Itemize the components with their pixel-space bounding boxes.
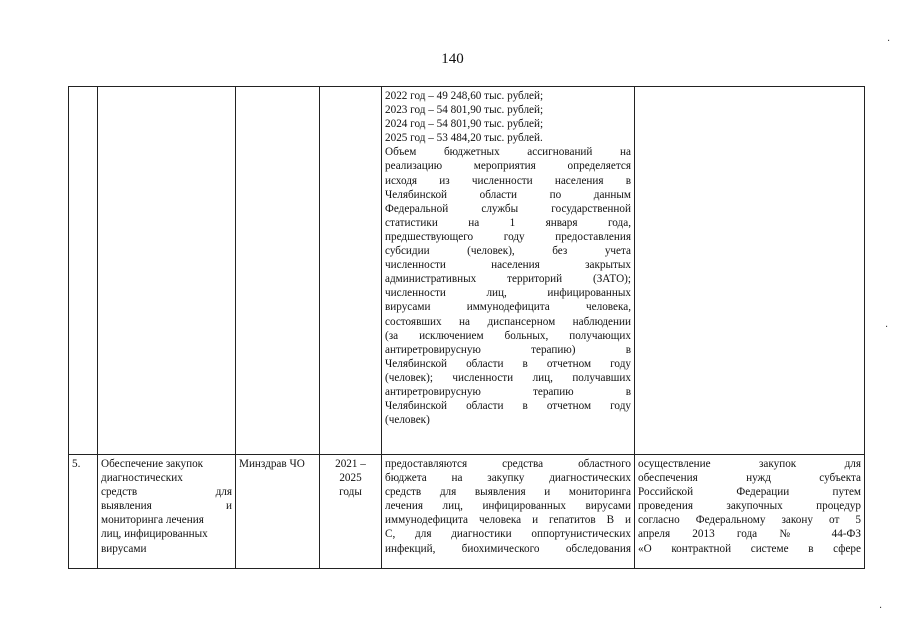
text-line: осуществление закупок для — [638, 458, 861, 470]
cell-executor-continued — [236, 87, 320, 455]
text-line: Челябинской области в отчетном году — [385, 357, 631, 370]
text-line: административных территорий (ЗАТО); — [385, 273, 631, 286]
text-line: реализацию мероприятия определяется — [385, 160, 631, 173]
period-line: 2025 — [339, 472, 362, 485]
text-line: диагностических — [101, 472, 183, 485]
text-line: вирусами — [101, 542, 147, 555]
cell-description — [382, 455, 635, 569]
text-line: (за исключением больных, получающих — [385, 329, 631, 342]
period-line: 2021 – — [335, 458, 366, 470]
text-line: Российской Федерации путем — [638, 486, 861, 499]
text-line: лечения лиц, инфицированных вирусами — [385, 500, 631, 513]
text-line: «О контрактной системе в сфере — [638, 542, 861, 555]
text-line: 2024 год – 54 801,90 тыс. рублей; — [385, 118, 544, 131]
text-line: Федеральной службы государственной — [385, 202, 631, 215]
cell-executor — [236, 455, 320, 569]
text-line: численности лиц, инфицированных — [385, 287, 631, 300]
row-number: 5. — [72, 458, 81, 470]
cell-number-continued — [69, 87, 98, 455]
text-line: средств для выявления и мониторинга — [385, 486, 631, 499]
text-line: согласно Федеральному закону от 5 — [638, 514, 861, 527]
text-line: С, для диагностики оппортунистических — [385, 528, 631, 541]
text-line: 2022 год – 49 248,60 тыс. рублей; — [385, 90, 544, 102]
scan-speck: · — [887, 36, 891, 47]
cell-description-continued — [382, 87, 635, 455]
text-line: предоставляются средства областного — [385, 458, 631, 470]
text-line: лиц, инфицированных — [101, 528, 208, 541]
text-line: (человек) — [385, 414, 430, 427]
text-line: инфекций, биохимического обследования — [385, 542, 631, 555]
cell-name-continued — [98, 87, 236, 455]
text-line: 2025 год – 53 484,20 тыс. рублей. — [385, 132, 543, 145]
text-line: апреля 2013 года № 44-ФЗ — [638, 528, 861, 541]
cell-activity-name — [98, 455, 236, 569]
table-row-5 — [69, 455, 865, 569]
table-row-continued — [69, 87, 865, 455]
text-line: исходя из численности населения в — [385, 174, 631, 187]
text-line: 2023 год – 54 801,90 тыс. рублей; — [385, 104, 544, 117]
program-activities-table — [68, 86, 865, 569]
text-line: состоявших на диспансерном наблюдении — [385, 315, 631, 328]
executor-text: Минздрав ЧО — [239, 458, 305, 470]
scan-speck: · — [885, 322, 889, 333]
text-line: мониторинга лечения — [101, 514, 204, 527]
page-number: 140 — [441, 51, 464, 67]
text-line: иммунодефицита человека и гепатитов В и — [385, 514, 631, 527]
period-line: годы — [339, 486, 362, 499]
text-line: Объем бюджетных ассигнований на — [385, 146, 631, 159]
cell-mechanism-continued — [635, 87, 865, 455]
text-line: Челябинской области в отчетном году — [385, 400, 631, 413]
text-line: средств для — [101, 486, 232, 499]
text-line: Обеспечение закупок — [101, 458, 204, 470]
cell-period-continued — [320, 87, 382, 455]
text-line: обеспечения нужд субъекта — [638, 472, 861, 485]
text-line: статистики на 1 января года, — [385, 216, 631, 229]
text-line: выявления и — [101, 500, 232, 513]
scan-speck: · — [879, 603, 883, 614]
text-line: Челябинской области по данным — [385, 188, 631, 201]
text-line: проведения закупочных процедур — [638, 500, 861, 513]
text-line: численности населения закрытых — [385, 259, 631, 272]
text-line: (человек); численности лиц, получавших — [385, 371, 631, 384]
text-line: субсидии (человек), без учета — [385, 245, 631, 258]
cell-number — [69, 455, 98, 569]
cell-period — [320, 455, 382, 569]
text-line: антиретровирусную терапию) в — [385, 343, 631, 356]
cell-mechanism — [635, 455, 865, 569]
text-line: вирусами иммунодефицита человека, — [385, 301, 631, 314]
text-line: антиретровирусную терапию в — [385, 385, 631, 398]
text-line: предшествующего году предоставления — [385, 230, 631, 243]
text-line: бюджета на закупку диагностических — [385, 472, 631, 485]
